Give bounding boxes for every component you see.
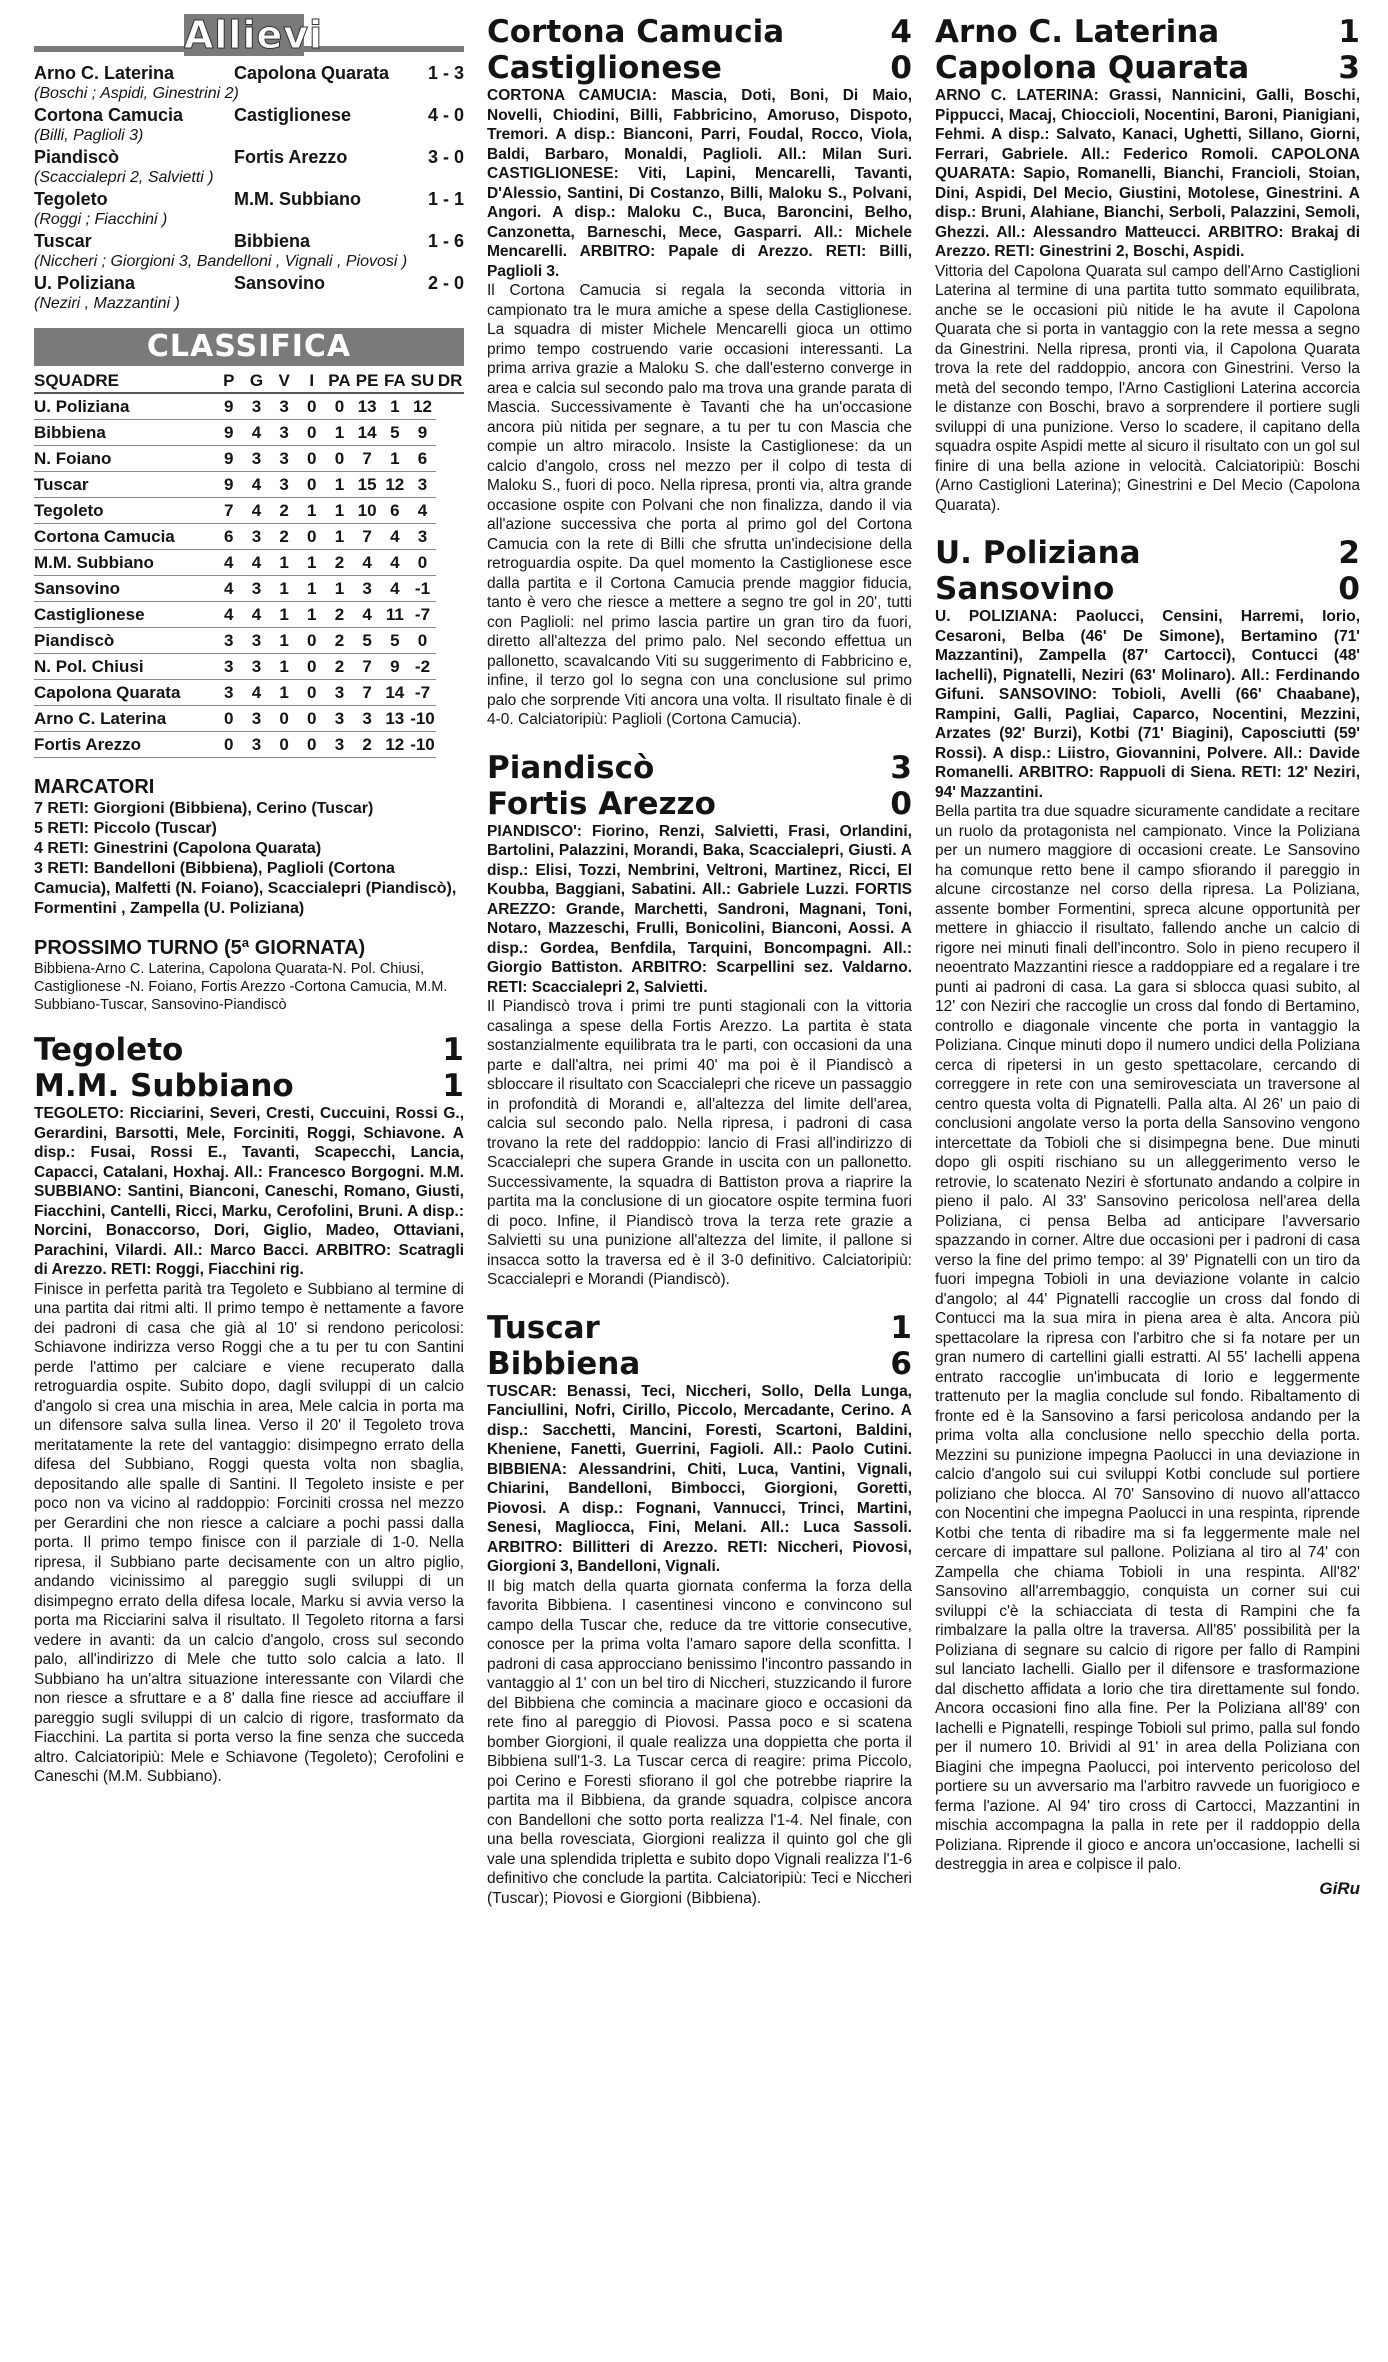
standings-cell-team-name: Piandiscò <box>34 628 215 654</box>
standings-cell-goal-diff: 4 <box>409 498 437 524</box>
standings-cell-goals-for: 3 <box>353 576 381 602</box>
standings-cell-games: 4 <box>243 602 271 628</box>
standings-cell-goal-diff: -2 <box>409 654 437 680</box>
header-p: P <box>215 370 243 393</box>
standings-cell-goals-for: 2 <box>353 732 381 758</box>
standings-cell-draws: 1 <box>298 602 326 628</box>
standings-cell-points: 4 <box>215 550 243 576</box>
standings-cell-games: 3 <box>243 446 271 472</box>
match-away-row <box>487 1346 912 1382</box>
match-home-goals: 1 <box>1338 14 1360 50</box>
match-away-row <box>487 786 912 822</box>
standings-cell-games: 3 <box>243 706 271 732</box>
standings-cell-goal-diff: 3 <box>409 524 437 550</box>
standings-cell-goal-diff: 0 <box>409 550 437 576</box>
standings-cell-wins: 3 <box>270 420 298 446</box>
standings-cell-goal-diff: -7 <box>409 602 437 628</box>
standings-cell-goals-against: 12 <box>381 732 409 758</box>
middle-column <box>487 14 912 1928</box>
result-away: Capolona Quarata <box>234 63 390 83</box>
standings-cell-games: 3 <box>243 628 271 654</box>
standings-cell-draws: 1 <box>298 498 326 524</box>
header-dr: DR <box>436 370 464 393</box>
standings-cell-wins: 2 <box>270 524 298 550</box>
standings-cell-goals-for: 4 <box>353 602 381 628</box>
standings-row <box>34 498 464 524</box>
standings-cell-losses: 2 <box>326 654 354 680</box>
standings-cell-team-name: N. Foiano <box>34 446 215 472</box>
standings-row <box>34 732 464 758</box>
match-report: Vittoria del Capolona Quarata sul campo dell'Arno Castiglioni Laterina al termine di una partita tutto sommato equilibrata, anche se le occasioni più nitide le ha avute il Capolona Quarata che si porta in vantaggio con la rete messa a segno da Ginestrini. Nella ripresa, pronti via, il Capolona Quarata trova la rete del raddoppio, ancora con Ginestrini. Verso la metà del secondo tempo, l'Arno Castiglioni Laterina accorcia le distanze con Boschi, bravo a sorprendere il portiere sugli sviluppi di una punizione. Verso lo scadere, il capitano della squadra ospite Aspidi mette al sicuro il risultato con un gol sul finire di una bella azione in velocità. Calciatoripiù: Boschi (Arno Castiglioni Laterina); Ginestrini e Del Mecio (Capolona Quarata). <box>935 262 1360 514</box>
standings-cell-goals-against: 5 <box>381 420 409 446</box>
match-home-team: Arno C. Laterina <box>935 14 1220 50</box>
standings-cell-draws: 0 <box>298 680 326 706</box>
match-home-goals: 4 <box>890 14 912 50</box>
result-scorers: (Boschi ; Aspidi, Ginestrini 2) <box>34 85 239 102</box>
result-score: 1 - 3 <box>427 63 464 83</box>
standings-cell-losses: 3 <box>326 732 354 758</box>
result-item <box>34 146 464 188</box>
standings-cell-goals-for: 7 <box>353 680 381 706</box>
classifica-banner: CLASSIFICA <box>34 328 464 366</box>
standings-cell-goals-for: 3 <box>353 706 381 732</box>
match-away-team: M.M. Subbiano <box>34 1068 294 1104</box>
standings-cell-losses: 1 <box>326 576 354 602</box>
standings-cell-wins: 1 <box>270 576 298 602</box>
standings-row <box>34 576 464 602</box>
standings-cell-goal-diff: 9 <box>409 420 437 446</box>
result-score: 1 - 6 <box>427 231 464 251</box>
result-item <box>34 104 464 146</box>
match-home-goals: 1 <box>442 1032 464 1068</box>
standings-cell-draws: 0 <box>298 524 326 550</box>
result-item <box>34 62 464 104</box>
standings-body <box>34 393 464 758</box>
standings-cell-team-name: Tegoleto <box>34 498 215 524</box>
match-report: Finisce in perfetta parità tra Tegoleto e Subbiano al termine di una partita dai ritmi alti. Il primo tempo è nettamente a favore dei padroni di casa che già al 10' si rendono pericolosi: Schiavone indirizza verso Roggi che a tu per tu con Santini perde l'attimo per calciare e viene recuperato dalla retroguardia ospite. Subito dopo, dagli sviluppi di un calcio d'angolo si crea una mischia in area, Mele calcia in porta ma un difensore salva sulla linea. Verso il 20' il Tegoleto trova meritatamente la rete del vantaggio: disimpegno errato della difesa del Subbiano, Roggi questa volta non sbaglia, depositando alle spalle di Santini. Il Tegoleto insiste e per poco non va vicino al raddoppio: Forciniti crossa nel mezzo per Gerardini che non riesce a calciare a pochi passi dalla porta. Il primo tempo finisce con il parziale di 1-0. Nella ripresa, il Subbiano parte decisamente con un altro piglio, andando vicinissimo al pareggio sugli sviluppi di un disimpegno errato della difesa locale, Marku si avvia verso la porta ma Ricciarini salva il risultato. Il Tegoleto ritorna a farsi vedere in avanti: da un calcio d'angolo, cross sul secondo palo, all'indirizzo di Mele che tutto solo calcia a lato. Il Subbiano ha un'altra situazione interessante con Vilardi che non riesce a sfruttare e a 8' dalla fine riesce ad acciuffare il pareggio sugli sviluppi di un calcio di rigore, trasformato da Fiacchini. La partita si porta verso la fine senza che succeda altro. Calciatoripiù: Mele e Schiavone (Tegoleto); Cerofolini e Caneschi (M.M. Subbiano). <box>34 1280 464 1785</box>
prossimo-text: Bibbiena-Arno C. Laterina, Capolona Quarata-N. Pol. Chiusi, Castiglionese -N. Foiano, Fortis Arezzo -Cortona Camucia, M.M. Subbiano-Tuscar, Sansovino-Piandiscò <box>34 961 448 1013</box>
standings-row <box>34 524 464 550</box>
author-byline: GiRu <box>1319 1878 1360 1898</box>
standings-cell-draws: 0 <box>298 393 326 420</box>
standings-cell-losses: 3 <box>326 706 354 732</box>
standings-row <box>34 602 464 628</box>
match-home-row <box>935 14 1360 50</box>
standings-cell-goals-against: 1 <box>381 446 409 472</box>
standings-cell-goals-for: 7 <box>353 654 381 680</box>
header-pe: PE <box>353 370 381 393</box>
result-item <box>34 188 464 230</box>
match-home-team: Cortona Camucia <box>487 14 785 50</box>
result-home: Tegoleto <box>34 189 108 209</box>
standings-cell-games: 4 <box>243 550 271 576</box>
result-home: Piandiscò <box>34 147 120 167</box>
standings-cell-draws: 0 <box>298 706 326 732</box>
match-home-row <box>935 535 1360 571</box>
match-home-team: Tuscar <box>487 1309 600 1346</box>
match-roster: TEGOLETO: Ricciarini, Severi, Cresti, Cuccuini, Rossi G., Gerardini, Barsotti, Mele, Forciniti, Roggi, Schiavone. A disp.: Fusai, Rossi E., Tavanti, Scapecchi, Lancia, Capacci, Catalani, Hoxhaj. All.: Francesco Borgogni. M.M. SUBBIANO: Santini, Bianconi, Caneschi, Romano, Giusti, Fiacchini, Cantelli, Ricci, Marku, Cerofolini, Bruni. A disp.: Norcini, Bonaccorso, Dori, Giglio, Madeo, Ottaviani, Parachini, Vilardi. All.: Marco Bacci. ARBITRO: Scatragli di Arezzo. RETI: Roggi, Fiacchini rig. <box>34 1105 464 1278</box>
marcatori-line: 7 RETI: Giorgioni (Bibbiena), Cerino (Tuscar) <box>34 800 374 817</box>
standings-cell-points: 0 <box>215 732 243 758</box>
match-away-goals: 0 <box>890 785 912 822</box>
standings-cell-games: 4 <box>243 680 271 706</box>
prossimo-heading: PROSSIMO TURNO (5ª GIORNATA) <box>34 937 366 959</box>
match-away-row <box>935 571 1360 607</box>
standings-cell-draws: 1 <box>298 576 326 602</box>
standings-cell-wins: 3 <box>270 393 298 420</box>
match-home-row <box>487 750 912 786</box>
standings-cell-goals-against: 14 <box>381 680 409 706</box>
match-roster: PIANDISCO': Fiorino, Renzi, Salvietti, Frasi, Orlandini, Bartolini, Palazzini, Morandi, Baka, Scaccialepri, Giusti. A disp.: Elisi, Tozzi, Nembrini, Veltroni, Martinez, Ricci, El Koubba, Baggiani, Sabatini. All.: Gabriele Luzzi. FORTIS AREZZO: Grande, Marchetti, Sandroni, Magnani, Toni, Notaro, Mazzeschi, Frulli, Bonicolini, Bianconi, Aossi. A disp.: Gordea, Benfdila, Tarquini, Boncompagni. All.: Giorgio Battiston. ARBITRO: Scarpellini sez. Valdarno. RETI: Scaccialepri 2, Salvietti. <box>487 822 912 996</box>
standings-row <box>34 393 464 420</box>
match-away-team: Fortis Arezzo <box>487 785 716 822</box>
match-home-row <box>487 14 912 50</box>
standings-cell-goal-diff: 0 <box>409 628 437 654</box>
standings-cell-losses: 1 <box>326 472 354 498</box>
match-away-goals: 0 <box>1338 571 1360 607</box>
result-score: 4 - 0 <box>427 105 464 125</box>
standings-cell-points: 9 <box>215 446 243 472</box>
header-v: V <box>270 370 298 393</box>
standings-cell-wins: 3 <box>270 472 298 498</box>
standings-cell-team-name: U. Poliziana <box>34 393 215 420</box>
match-home-goals: 2 <box>1338 535 1360 571</box>
match-report: Il Cortona Camucia si regala la seconda vittoria in campionato tra le mura amiche a spese della Castiglionese. La squadra di mister Michele Mencarelli gioca un ottimo primo tempo costruendo varie occasioni interessanti. La prima arriva grazie a Maloku S. che dall'esterno converge in area e calcia sul secondo palo ma trova una grande parata di Mascia. Successivamente è Tavanti che ha un'occasione ancora più nitida per segnare, a tu per tu con Mascia che compie un altro miracolo. Insiste la Castiglionese: da un calcio d'angolo, cross nel mezzo per il colpo di testa di Maloku S., fuori di poco. Nella ripresa, pronti via, altra grande occasione ospite con Polvani che non finalizza, dando il via all'azione successiva che porta al primo gol del Cortona Camucia con la rete di Billi che sfrutta un'indecisione della retroguardia ospite. Da quel momento la Castiglionese esce dalla partita e il Cortona Camucia prende maggior fiducia, tanto è vero che riesce a mettere a segno tre gol in 20', tutti con Paglioli: nel primo lascia partire un gran tiro da fuori, diretto all'altezza del primo palo. Nel secondo effettua un pallonetto, scavalcando Viti su suggerimento di Fabbricino e, infine, il terzo gol lo segna con una conclusione sul primo palo che sorprende Viti ancora una volta. Il risultato finale è di 4-0. Calciatoripiù: Paglioli (Cortona Camucia). <box>487 282 912 728</box>
standings-cell-points: 3 <box>215 680 243 706</box>
standings-cell-wins: 1 <box>270 628 298 654</box>
standings-cell-draws: 1 <box>298 550 326 576</box>
result-scorers: (Roggi ; Fiacchini ) <box>34 211 168 228</box>
standings-cell-draws: 0 <box>298 420 326 446</box>
standings-cell-games: 4 <box>243 420 271 446</box>
match-roster: ARNO C. LATERINA: Grassi, Nannicini, Galli, Boschi, Pippucci, Macaj, Chioccioli, Nocentini, Baroni, Pianigiani, Fehmi. A disp.: Salvato, Kanaci, Ughetti, Sillano, Giorni, Ferrari, Gabriele. All.: Federico Romoli. CAPOLONA QUARATA: Sapio, Romanelli, Bianchi, Francioli, Stoian, Dini, Aspidi, Del Mecio, Giustini, Motolese, Ginestrini. A disp.: Bruni, Alahiane, Bianchi, Serboli, Palazzini, Semoli, Ghezzi. All.: Alessandro Matteucci. ARBITRO: Brakaj di Arezzo. RETI: Ginestrini 2, Boschi, Aspidi. <box>935 87 1360 260</box>
result-scorers: (Neziri , Mazzantini ) <box>34 295 180 312</box>
standings-cell-games: 3 <box>243 654 271 680</box>
standings-cell-goals-for: 5 <box>353 628 381 654</box>
standings-cell-goals-against: 12 <box>381 472 409 498</box>
standings-cell-draws: 0 <box>298 654 326 680</box>
result-score: 2 - 0 <box>427 273 464 293</box>
standings-cell-team-name: Sansovino <box>34 576 215 602</box>
standings-cell-points: 9 <box>215 472 243 498</box>
left-column <box>34 14 464 1807</box>
result-item <box>34 272 464 314</box>
standings-cell-points: 6 <box>215 524 243 550</box>
match-roster: TUSCAR: Benassi, Teci, Niccheri, Sollo, Della Lunga, Fanciullini, Nofri, Cirillo, Piccolo, Mercadante, Cerino. A disp.: Sacchetti, Mancini, Foresti, Scartoni, Baldini, Kheniene, Fanetti, Guerrini, Fagioli. All.: Paolo Cutini. BIBBIENA: Alessandrini, Chiti, Luca, Vantini, Vignali, Chiarini, Bandelloni, Bimbocci, Giorgioni, Goretti, Piovosi. A disp.: Fognani, Vannucci, Trinci, Martini, Senesi, Magliocca, Fini, Melani. All.: Luca Sassoli. ARBITRO: Billitteri di Arezzo. RETI: Niccheri, Piovosi, Giorgioni 3, Bandelloni, Vignali. <box>487 1382 912 1575</box>
standings-cell-draws: 0 <box>298 628 326 654</box>
marcatori-line: 4 RETI: Ginestrini (Capolona Quarata) <box>34 840 322 857</box>
standings-cell-points: 9 <box>215 393 243 420</box>
header-pa: PA <box>326 370 354 393</box>
standings-cell-draws: 0 <box>298 732 326 758</box>
standings-cell-points: 3 <box>215 654 243 680</box>
match-away-goals: 0 <box>890 50 912 86</box>
standings-cell-games: 3 <box>243 576 271 602</box>
standings-cell-goals-for: 4 <box>353 550 381 576</box>
standings-cell-losses: 1 <box>326 524 354 550</box>
standings-cell-wins: 1 <box>270 654 298 680</box>
standings-cell-team-name: Castiglionese <box>34 602 215 628</box>
standings-cell-goals-against: 1 <box>381 393 409 420</box>
standings-cell-goal-diff: -1 <box>409 576 437 602</box>
match-home-team: Tegoleto <box>34 1032 184 1068</box>
match-away-goals: 6 <box>890 1345 912 1382</box>
result-away: Castiglionese <box>234 105 352 125</box>
standings-cell-goal-diff: -10 <box>409 706 437 732</box>
standings-row <box>34 420 464 446</box>
marcatori-list <box>34 799 464 919</box>
result-score: 1 - 1 <box>427 189 464 209</box>
standings-cell-goals-against: 11 <box>381 602 409 628</box>
standings-cell-team-name: Cortona Camucia <box>34 524 215 550</box>
standings-cell-goals-against: 6 <box>381 498 409 524</box>
match-tegoleto <box>34 1032 464 1787</box>
standings-cell-games: 4 <box>243 472 271 498</box>
match-home-row <box>34 1032 464 1068</box>
result-item <box>34 230 464 272</box>
result-away: M.M. Subbiano <box>234 189 361 209</box>
standings-cell-goals-for: 7 <box>353 446 381 472</box>
match-away-row <box>935 50 1360 86</box>
match-away-team: Castiglionese <box>487 50 722 86</box>
match-away-team: Bibbiena <box>487 1345 641 1382</box>
match-report: Il big match della quarta giornata conferma la forza della favorita Bibbiena. I casentinesi vincono e convincono sul campo della Tuscar che, reduce da tre vittorie consecutive, conosce per la prima volta l'amaro sapore della sconfitta. I padroni di casa approcciano benissimo l'incontro passando in vantaggio al 1' con un bel tiro di Niccheri, stuzzicando il furore del Bibbiena che comincia a macinare gioco e occasioni da rete fino al pareggio di Piovosi. Passa poco e si scatena bomber Giorgioni, il quale realizza una doppietta che porta il Bibbiena sull'1-3. La Tuscar cerca di reagire: prima Piccolo, poi Cerino e Foresti sfiorano il gol che potrebbe riaprire la partita ma il Bibbiena, da grande squadra, colpisce ancora con Bandelloni che sotto porta realizza l'1-4. Nel finale, con una bella rovesciata, Giorgioni realizza il quinto gol che gli vale una splendida tripletta e subito dopo Vignali realizza l'1-6 definitivo che conclude la partita. Calciatoripiù: Teci e Niccheri (Tuscar); Piovosi e Giorgioni (Bibbiena). <box>487 1577 912 1907</box>
standings-cell-goals-against: 4 <box>381 550 409 576</box>
standings-cell-points: 0 <box>215 706 243 732</box>
standings-cell-goal-diff: 12 <box>409 393 437 420</box>
standings-cell-wins: 1 <box>270 602 298 628</box>
standings-cell-points: 3 <box>215 628 243 654</box>
standings-cell-goals-for: 13 <box>353 393 381 420</box>
standings-cell-team-name: M.M. Subbiano <box>34 550 215 576</box>
standings-cell-points: 4 <box>215 602 243 628</box>
standings-cell-goals-against: 5 <box>381 628 409 654</box>
header-squadre: SQUADRE <box>34 370 215 393</box>
match-home-team: Piandiscò <box>487 749 655 786</box>
standings-cell-games: 3 <box>243 393 271 420</box>
standings-cell-goals-against: 13 <box>381 706 409 732</box>
standings-cell-games: 3 <box>243 524 271 550</box>
match-home-row <box>487 1310 912 1346</box>
match-report: Il Piandiscò trova i primi tre punti stagionali con la vittoria casalinga a spese della Fortis Arezzo. La partita è stata sostanzialmente equilibrata tra le parti, con occasioni da una parte e dall'altra, nei primi 40' ma poi è il Piandiscò a sbloccare il risultato con Scaccialepri che riceve un passaggio in profondità di Morandi e, all'altezza del limite dell'area, calcia sul secondo palo. Nella ripresa, i padroni di casa trovano la rete del raddoppio: lancio di Frasi all'indirizzo di Scaccialepri che supera Grande in uscita con un pallonetto. Successivamente, la squadra di Battiston prova a riaprire la partita ma la conclusione di un giocatore ospite termina fuori di poco. Infine, il Piandiscò trova la terza rete grazie a Salvietti su una punizione all'altezza del limite, il pallone si insacca sotto la traversa ed è il 3-0 definitivo. Calciatoripiù: Scaccialepri e Morandi (Piandiscò). <box>487 998 912 1288</box>
result-home: Tuscar <box>34 231 92 251</box>
match-report: Bella partita tra due squadre sicuramente candidate a recitare un ruolo da protagonista nel campionato. Vince la Poliziana per un numero maggiore di occasioni create. Le Sansovino ha comunque retto bene il campo sfiorando il pareggio in alcune circostanze nel corso della ripresa. La Poliziana, assente bomber Formentini, spreca alcune opportunità per mettere in ghiaccio il risultato, fallendo anche un calcio di rigore nei minuti finali dell'incontro. Solo in pieno recupero il neoentrato Mazzantini riesce a raddoppiare ed a regalare i tre punti ai padroni di casa. La gara si sblocca quasi subito, al 12' con Neziri che raccoglie un cross dal fondo di Bertamino, controllo e diagonale vincente che porta in vantaggio la Poliziana. Cinque minuti dopo il numero undici della Poliziana cerca di ripetersi in un gesto spettacolare, cercando di correggere in rete con una semirovesciata un traversone al centro questa volta di Pignatelli. Palla alta. Al 26' un paio di conclusioni angolate verso la porta della Sansovino vengono intercettate da Tobioli che si disimpegna bene. Due minuti dopo gli ospiti rischiano su un alleggerimento verso le retrovie, lo scatenato Neziri è sfortunato andando a colpire in pieno il palo. Al 33' Sansovino pericolosa nell'area della Poliziana, ci pensa Belba ad anticipare l'avversario spazzando in corner. Altre due occasioni per i padroni di casa verso la fine del primo tempo: al 39' Pignatelli con un tiro da fuori impegna Tobioli in una deviazione volante in calcio d'angolo; al 44' Pignatelli raccoglie un cross dal fondo di Contucci ma la sua mira in piena area è alta. Ancora più spettacolare la ripresa con l'arbitro che si fa notare per un gran numero di cartellini gialli estratti. Al 55' Iachelli appena entrato raccoglie un'imbucata di Iorio e leggermente trattenuto per la maglia conclude sul fondo. Ribaltamento di fronte ed è la Sansovino a farsi pericolosa andando per la prima volta alla conclusione nello specchio della porta. Mezzini su punizione impegna Paolucci in una deviazione in calcio d'angolo sui cui sviluppi Kotbi conclude sul portiere poliziano che blocca. Al 70' Sansovino di nuovo all'attacco con Nocentini che impegna Paolucci in una respinta, riprende Kotbi che tenta di ribadire ma si fa leggermente male nel cercare di impattare sul pallone. Poliziana al tiro al 74' con Zampella che chiama Tobioli in una respinta. All'82' Sansovino all'arrembaggio, conquista un corner sui cui sviluppi c'è la schiacciata di testa di Rampini che fa rimbalzare la palla oltre la traversa. All'85' possibilità per la Poliziana di segnare su calcio di rigore per fallo di Rampini sul lanciato Iachelli. Giallo per il difensore e trasformazione dal dischetto affidata a Iorio che tira direttamente sul fondo. Ancora occasioni fino alla fine. Per la Poliziana all'89' con Iachelli e Pignatelli, respinge Tobioli sul primo, palla sul fondo per il numero 10. Brividi al 91' in area della Poliziana con Biagini che impegna Paolucci, poi intervento pericoloso del portiere su un avversario ma l'arbitro ravvede un fuorigioco e ferma l'azione. Al 94' tiro cross di Cartocci, Mazzantini in mischia accompagna la palla in rete per il raddoppio della Poliziana. Riprende il gioco e ancora un'occasione, Iachelli si destreggia in area e colpisce il palo. <box>935 803 1360 1873</box>
standings-cell-wins: 1 <box>270 550 298 576</box>
standings-cell-goal-diff: 6 <box>409 446 437 472</box>
result-away: Bibbiena <box>234 231 311 251</box>
standings-header-row <box>34 370 464 393</box>
standings-cell-goals-against: 4 <box>381 524 409 550</box>
standings-cell-goals-for: 14 <box>353 420 381 446</box>
standings-cell-wins: 0 <box>270 732 298 758</box>
standings-cell-losses: 2 <box>326 550 354 576</box>
standings-cell-team-name: Fortis Arezzo <box>34 732 215 758</box>
standings-cell-points: 9 <box>215 420 243 446</box>
match-home-team: U. Poliziana <box>935 535 1141 571</box>
result-scorers: (Billi, Paglioli 3) <box>34 127 144 144</box>
header-su: SU <box>409 370 437 393</box>
standings-cell-team-name: Bibbiena <box>34 420 215 446</box>
standings-cell-wins: 2 <box>270 498 298 524</box>
header-fa: FA <box>381 370 409 393</box>
standings-cell-team-name: Arno C. Laterina <box>34 706 215 732</box>
standings-cell-points: 7 <box>215 498 243 524</box>
standings-row <box>34 680 464 706</box>
match-away-row <box>487 50 912 86</box>
standings-cell-wins: 0 <box>270 706 298 732</box>
match-away-team: Sansovino <box>935 571 1115 607</box>
match-home-goals: 3 <box>890 749 912 786</box>
standings-row <box>34 628 464 654</box>
standings-cell-losses: 1 <box>326 420 354 446</box>
standings-cell-losses: 1 <box>326 498 354 524</box>
standings-row <box>34 550 464 576</box>
match-roster: U. POLIZIANA: Paolucci, Censini, Harremi, Iorio, Cesaroni, Belba (46' De Simone), Bertamino (71' Mazzantini), Zampella (87' Cartocci), Contucci (48' Iachelli), Pignatelli, Neziri (63' Molinaro). All.: Ferdinando Gifuni. SANSOVINO: Tobioli, Avelli (66' Chaabane), Rampini, Galli, Pagliai, Caparco, Nocentini, Mezzini, Arzates (92' Burzi), Kotbi (71' Biagini), Caposciutti (59' Rossi). A disp.: Liistro, Giovannini, Polvere. All.: Davide Romanelli. ARBITRO: Rappuoli di Siena. RETI: 12' Neziri, 94' Mazzantini. <box>935 608 1360 801</box>
match-roster: CORTONA CAMUCIA: Mascia, Doti, Boni, Di Maio, Novelli, Chiodini, Billi, Fabbricino, Amoruso, Dispoto, Tremori. A disp.: Bianconi, Parri, Foudal, Rocco, Viola, Baldi, Barbaro, Monaldi, Paglioli. All.: Milan Suri. CASTIGLIONESE: Viti, Lapini, Mencarelli, Tavanti, D'Alessio, Santini, Di Costanzo, Billi, Maloku S., Polvani, Angori. A disp.: Maloku C., Buca, Baroncini, Belho, Canzonetta, Barneschi, Mece, Gasparri. All.: Michele Mencarelli. ARBITRO: Papale di Arezzo. RETI: Billi, Paglioli 3. <box>487 87 912 280</box>
right-column <box>935 14 1360 1919</box>
standings-cell-goal-diff: -7 <box>409 680 437 706</box>
standings-cell-team-name: Tuscar <box>34 472 215 498</box>
standings-cell-games: 3 <box>243 732 271 758</box>
result-scorers: (Niccheri ; Giorgioni 3, Bandelloni , Vignali , Piovosi ) <box>34 253 408 270</box>
standings-cell-goals-for: 10 <box>353 498 381 524</box>
match-away-goals: 3 <box>1338 50 1360 86</box>
standings-cell-losses: 2 <box>326 602 354 628</box>
match-cortona <box>487 14 912 730</box>
match-tuscar <box>487 1310 912 1909</box>
standings-cell-wins: 1 <box>270 680 298 706</box>
standings-cell-goals-against: 4 <box>381 576 409 602</box>
standings-row <box>34 654 464 680</box>
results-list <box>34 62 464 314</box>
standings-row <box>34 472 464 498</box>
standings-cell-goal-diff: -10 <box>409 732 437 758</box>
match-arno <box>935 14 1360 515</box>
allievi-banner: Allievi <box>184 13 324 57</box>
standings-cell-goals-against: 9 <box>381 654 409 680</box>
standings-row <box>34 446 464 472</box>
standings-cell-points: 4 <box>215 576 243 602</box>
standings-cell-losses: 0 <box>326 393 354 420</box>
standings-cell-team-name: Capolona Quarata <box>34 680 215 706</box>
result-score: 3 - 0 <box>427 147 464 167</box>
standings-cell-losses: 3 <box>326 680 354 706</box>
marcatori-line: 5 RETI: Piccolo (Tuscar) <box>34 820 217 837</box>
standings-cell-games: 4 <box>243 498 271 524</box>
standings-cell-goals-for: 15 <box>353 472 381 498</box>
marcatori-heading: MARCATORI <box>34 776 155 798</box>
match-home-goals: 1 <box>890 1309 912 1346</box>
result-home: Cortona Camucia <box>34 105 184 125</box>
result-scorers: (Scaccialepri 2, Salvietti ) <box>34 169 214 186</box>
standings-cell-draws: 0 <box>298 472 326 498</box>
match-away-goals: 1 <box>442 1068 464 1104</box>
result-home: U. Poliziana <box>34 273 136 293</box>
result-away: Fortis Arezzo <box>234 147 348 167</box>
standings-table <box>34 370 464 758</box>
match-away-team: Capolona Quarata <box>935 50 1250 86</box>
header-i: I <box>298 370 326 393</box>
standings-cell-losses: 2 <box>326 628 354 654</box>
match-poliziana <box>935 535 1360 1899</box>
standings-row <box>34 706 464 732</box>
header-g: G <box>243 370 271 393</box>
standings-cell-draws: 0 <box>298 446 326 472</box>
standings-cell-wins: 3 <box>270 446 298 472</box>
standings-cell-goals-for: 7 <box>353 524 381 550</box>
result-home: Arno C. Laterina <box>34 63 175 83</box>
standings-cell-team-name: N. Pol. Chiusi <box>34 654 215 680</box>
marcatori-line: 3 RETI: Bandelloni (Bibbiena), Paglioli (Cortona Camucia), Malfetti (N. Foiano), Scaccialepri (Piandiscò), Formentini , Zampella (U. Poliziana) <box>34 860 457 917</box>
match-away-row <box>34 1068 464 1104</box>
match-piandisco <box>487 750 912 1290</box>
result-away: Sansovino <box>234 273 326 293</box>
standings-cell-goal-diff: 3 <box>409 472 437 498</box>
standings-cell-losses: 0 <box>326 446 354 472</box>
